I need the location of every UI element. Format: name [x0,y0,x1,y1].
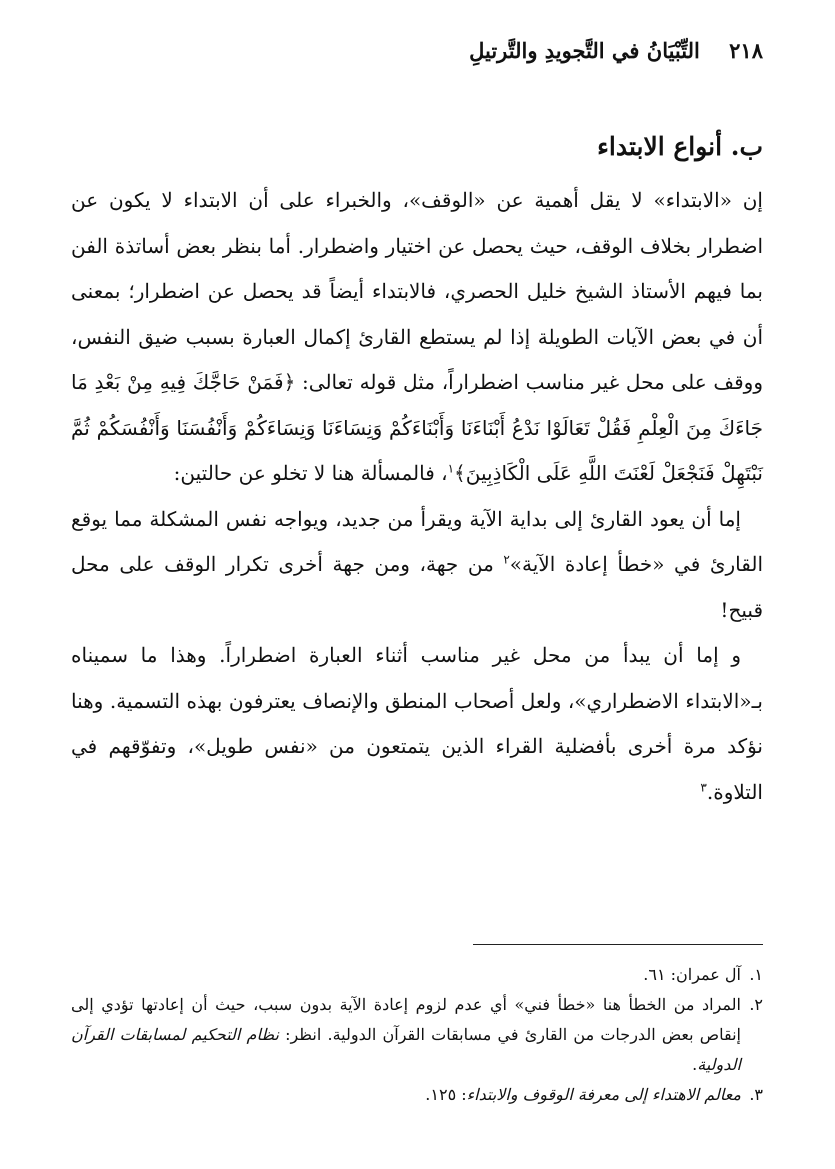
footnote-divider [473,944,763,945]
footnote-text [71,960,741,990]
quran-verse: فَمَنْ حَاجَّكَ فِيهِ مِنْ بَعْدِ مَا جَاءَكَ مِنَ الْعِلْمِ فَقُلْ تَعَالَوْا نَدْعُ أَبْنَاءَنَا وَأَبْنَاءَكُمْ وَنِسَاءَنَا وَنِسَاءَكُمْ وَأَنْفُسَنَا وَأَنْفُسَكُمْ ثُمَّ نَبْتَهِلْ فَنَجْعَلْ لَعْنَتَ اللَّهِ عَلَى الْكَاذِبِينَ [71,370,763,485]
footnote-marker-1: ١ [447,461,455,476]
page-number: ٢١٨ [729,38,763,63]
paragraph-1-conclusion: ، فالمسألة هنا لا تخلو عن حالتين: [173,461,448,485]
paragraph-3 [71,633,763,815]
paragraph-1-intro: إن «الابتداء» لا يقل أهمية عن «الوقف»، والخبراء على أن الابتداء لا يكون عن اضطرار بخلاف الوقف، حيث يحصل عن اختيار واضطرار. أما بنظر بعض أساتذة الفن بما فيهم الأستاذ الشيخ خليل الحصري، فالابتداء أيضاً قد يحصل عن اضطرار؛ بمعنى أن في بعض الآيات الطويلة إذا لم يستطع القارئ إكمال العبارة بسبب ضيق النفس، ووقف على محل غير مناسب اضطراراً، مثل قوله تعالى: [71,188,763,394]
footnote-marker-3: ٣ [700,779,707,794]
footnote-number: ٢. [749,995,763,1014]
footnote-number: ٣. [749,1085,763,1104]
footnote-number: ١. [749,965,763,984]
footnote-body: المراد من الخطأ هنا «خطأ فني» أي عدم لزوم إعادة الآية بدون سبب، حيث أن إعادتها تؤدي إلى إنقاص بعض الدرجات من القارئ في مسابقات القرآن الدولية. انظر: [71,995,741,1044]
paragraph-2-text-b: من جهة، ومن جهة أخرى تكرار الوقف على محل قبيح! [71,552,763,622]
footnote-tail: : ١٢٥. [425,1085,467,1104]
running-header [469,38,763,63]
footnote-tail: . [692,1055,698,1074]
footnote-2 [71,990,763,1080]
footnote-text [71,1080,741,1110]
footnote-source-title: نظام التحكيم لمسابقات القرآن الدولية [71,1025,741,1074]
footnote-text [71,990,741,1080]
section-title: ب. أنواع الابتداء [597,132,763,161]
paragraph-2 [71,497,763,634]
main-text [71,178,763,815]
footnote-source-title: معالم الاهتداء إلى معرفة الوقوف والابتداء [466,1085,741,1104]
footnote-marker-2: ٢ [503,552,510,567]
footnote-1 [71,960,763,990]
quran-brace-close: ﴾ [454,461,466,485]
footnote-3 [71,1080,763,1110]
paragraph-1 [71,178,763,497]
paragraph-3-text: و إما أن يبدأ من محل غير مناسب أثناء العبارة اضطراراً. وهذا ما سميناه بـ«الابتداء الاضطراري»، ولعل أصحاب المنطق والإنصاف يعترفون بهذه التسمية. وهنا نؤكد مرة أخرى بأفضلية القراء الذين يتمتعون من «نفس طويل»، وتفوّقهم في التلاوة. [71,643,763,804]
paragraph-2-text-a: إما أن يعود القارئ إلى بداية الآية ويقرأ من جديد، ويواجه نفس المشكلة مما يوقع القارئ في «خطأ إعادة الآية» [71,506,763,576]
footnotes [71,960,763,1110]
footnote-citation: آل عمران: ٦١. [643,965,741,984]
book-title: التِّبْيَانُ في التَّجويدِ والتَّرتيلِ [469,38,700,63]
quran-brace-open: ﴿ [283,370,296,394]
